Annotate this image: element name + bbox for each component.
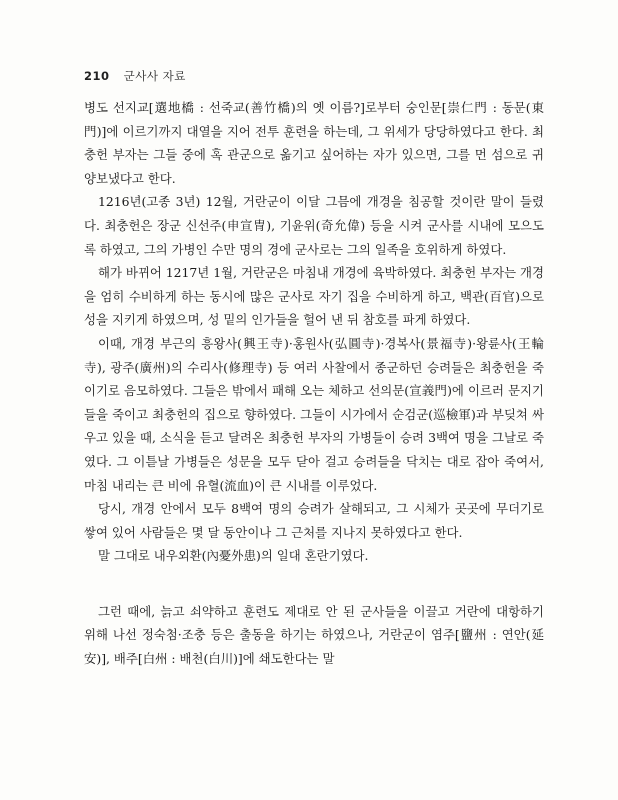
paragraph: 1216년(고종 3년) 12월, 거란군이 이달 그믐에 개경을 침공할 것이란 말이 들렸다. 최충헌은 장군 신선주(申宣冑), 기윤위(奇允偉) 등을 시켜 군사를 시내에 모으도록 하였고, 그의 가병인 수만 명의 경에 군사로는 그의 일족을 호위하게 하였다. <box>84 194 544 257</box>
paragraph: 해가 바뀌어 1217년 1월, 거란군은 마침내 개경에 육박하였다. 최충헌 부자는 개경을 엄히 수비하게 하는 동시에 많은 군사로 자기 집을 수비하게 하고, 백관(百官)으로 성을 지키게 하였으며, 성 밑의 인가들을 헐어 낸 뒤 참호를 파게 하였다. <box>84 265 544 328</box>
paragraph: 그런 때에, 늙고 쇠약하고 훈련도 제대로 안 된 군사들을 이끌고 거란에 대항하기 위해 나선 정숙첨·조충 등은 출동을 하기는 하였으나, 거란군이 염주[鹽州 : 연안(延安)], 배주[白州 : 배천(白川)]에 쇄도한다는 말 <box>84 603 544 667</box>
running-head-title: 군사사 자료 <box>123 69 186 83</box>
paragraph: 말 그대로 내우외환(內憂外患)의 일대 혼란기였다. <box>98 548 369 564</box>
body-text <box>84 96 544 671</box>
paragraph: 이때, 개경 부근의 흥왕사(興王寺)·홍원사(弘圓寺)·경복사(景福寺)·왕륜사(王輪寺), 광주(廣州)의 수리사(修理寺) 등 여러 사찰에서 종군하던 승려들은 최충헌을 죽이기로 음모하였다. 그들은 밖에서 패해 오는 체하고 선의문(宣義門)에 이르러 문지기들을 죽이고 최충헌의 집으로 향하였다. 그들이 시가에서 순검군(巡檢軍)과 부딪쳐 싸우고 있을 때, 소식을 듣고 달려온 최충헌 부자의 가병들이 승려 3백여 명을 그날로 죽였다. 그 이튿날 가병들은 성문을 모두 닫아 걸고 승려들을 닥치는 대로 잡아 죽여서, 마침 내리는 큰 비에 유혈(流血)이 큰 시내를 이루었다. <box>84 335 544 493</box>
paragraph: 당시, 개경 안에서 모두 8백여 명의 승려가 살해되고, 그 시체가 곳곳에 무더기로 쌓여 있어 사람들은 몇 달 동안이나 그 근처를 지나지 못하였다고 한다. <box>84 501 544 540</box>
running-head <box>84 68 186 84</box>
paragraph-continuation: 병도 선지교[選地橋 : 선죽교(善竹橋)의 옛 이름?]로부터 숭인문[崇仁門 : 동문(東門)]에 이르기까지 대열을 지어 전투 훈련을 하는데, 그 위세가 당당하였다고 한다. 최충헌 부자는 그들 중에 혹 관군으로 옮기고 싶어하는 자가 있으면, 그를 먼 섬으로 귀양보냈다고 한다. <box>84 100 544 186</box>
page-number: 210 <box>84 69 110 83</box>
